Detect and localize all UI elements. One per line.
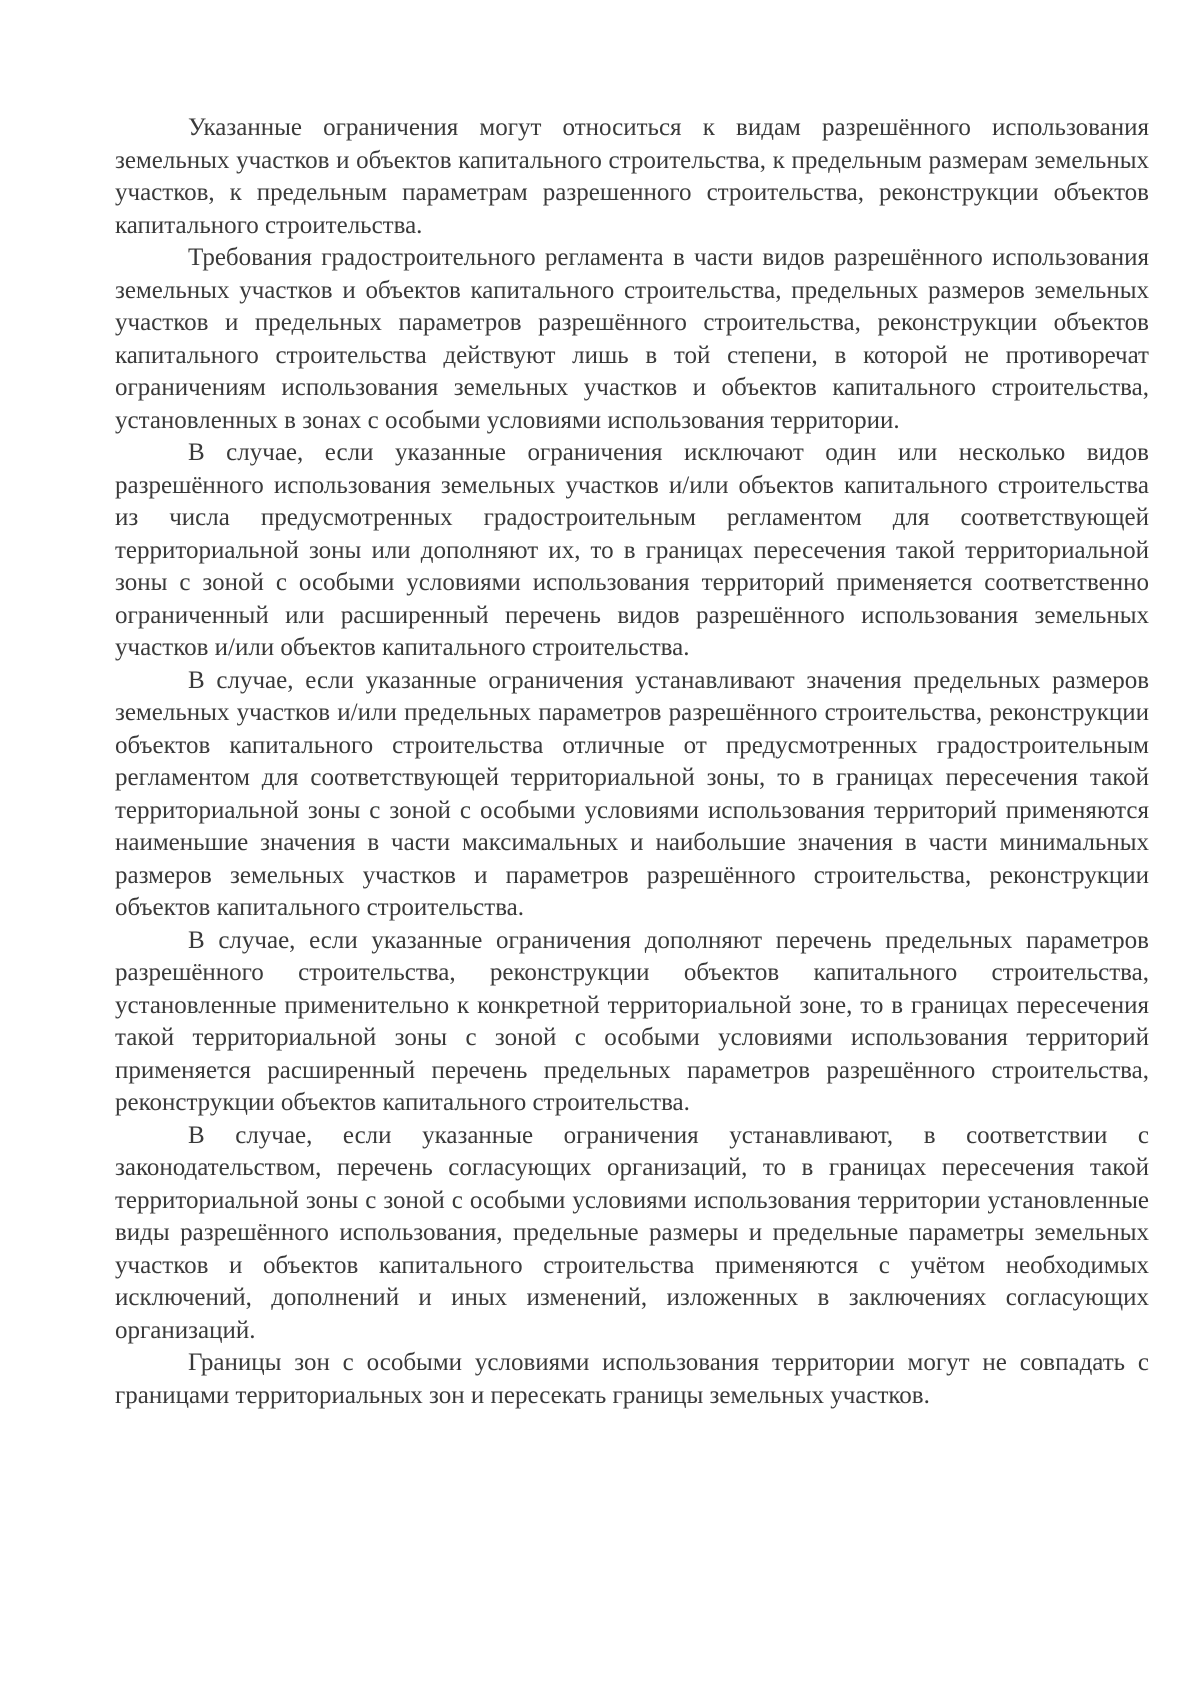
- paragraph-5: В случае, если указанные ограничения дополняют перечень предельных параметров разрешённого строительства, реконструкции объектов капитального строительства, установленные применительно к конкретной территориальной зоне, то в границах пересечения такой территориальной зоны с зоной с особыми условиями использования территорий применяется расширенный перечень предельных параметров разрешённого строительства, реконструкции объектов капитального строительства.: [115, 926, 1149, 1116]
- paragraph-2: Требования градостроительного регламента в части видов разрешённого использования земельных участков и объектов капитального строительства, предельных размеров земельных участков и предельных параметров разрешённого строительства, реконструкции объектов капитального строительства действуют лишь в той степени, в которой не противоречат ограничениям использования земельных участков и объектов капитального строительства, установленных в зонах с особыми условиями использования территории.: [115, 244, 1149, 434]
- document-body: [115, 112, 1149, 1412]
- paragraph-4: В случае, если указанные ограничения устанавливают значения предельных размеров земельных участков и/или предельных параметров разрешённого строительства, реконструкции объектов капитального строительства отличные от предусмотренных градостроительным регламентом для соответствующей территориальной зоны, то в границах пересечения такой территориальной зоны с зоной с особыми условиями использования территорий применяются наименьшие значения в части максимальных и наибольшие значения в части минимальных размеров земельных участков и параметров разрешённого строительства, реконструкции объектов капитального строительства.: [115, 666, 1149, 921]
- paragraph-6: В случае, если указанные ограничения устанавливают, в соответствии с законодательством, перечень согласующих организаций, то в границах пересечения такой территориальной зоны с зоной с особыми условиями использования территории установленные виды разрешённого использования, предельные размеры и предельные параметры земельных участков и объектов капитального строительства применяются с учётом необходимых исключений, дополнений и иных изменений, изложенных в заключениях согласующих организаций.: [115, 1121, 1149, 1344]
- paragraph-3: В случае, если указанные ограничения исключают один или несколько видов разрешённого использования земельных участков и/или объектов капитального строительства из числа предусмотренных градостроительным регламентом для соответствующей территориальной зоны или дополняют их, то в границах пересечения такой территориальной зоны с зоной с особыми условиями использования территорий применяется соответственно ограниченный или расширенный перечень видов разрешённого использования земельных участков и/или объектов капитального строительства.: [115, 439, 1149, 661]
- paragraph-7: Границы зон с особыми условиями использования территории могут не совпадать с границами территориальных зон и пересекать границы земельных участков.: [115, 1349, 1149, 1409]
- paragraph-1: Указанные ограничения могут относиться к видам разрешённого использования земельных участков и объектов капитального строительства, к предельным размерам земельных участков, к предельным параметрам разрешенного строительства, реконструкции объектов капитального строительства.: [115, 114, 1149, 239]
